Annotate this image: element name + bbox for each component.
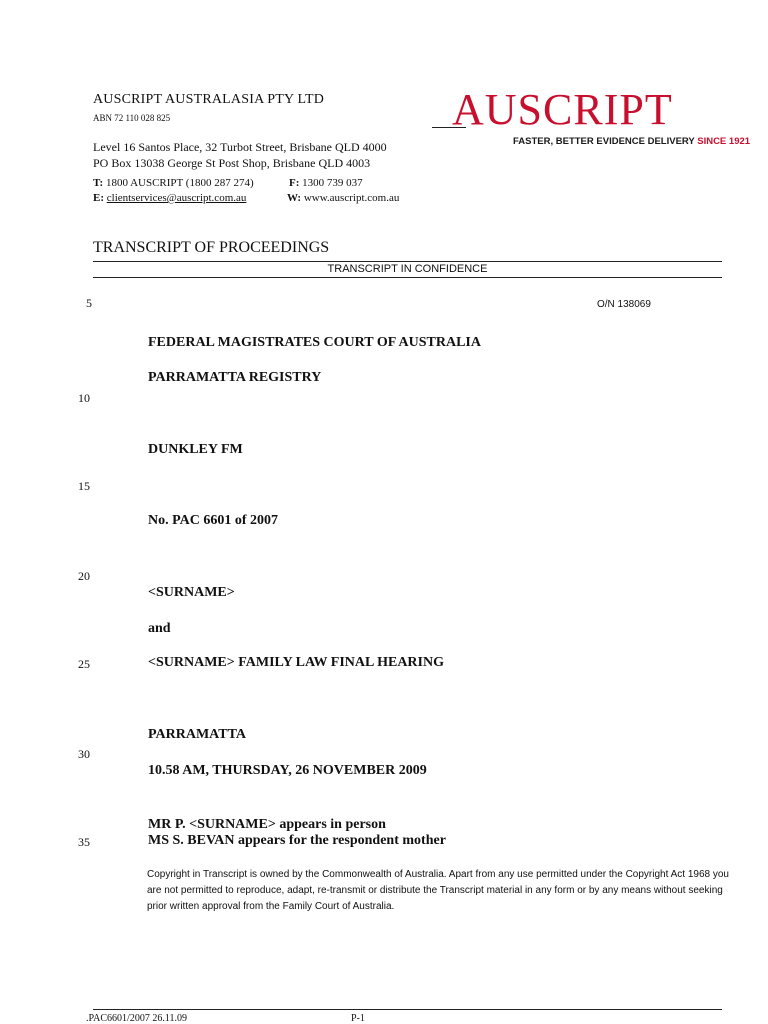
party-2-hearing: <SURNAME> FAMILY LAW FINAL HEARING [148, 655, 444, 670]
phone-label: T: [93, 177, 104, 189]
tagline-text: FASTER, BETTER EVIDENCE DELIVERY [513, 136, 695, 147]
registry: PARRAMATTA REGISTRY [148, 370, 322, 385]
fax-row [289, 177, 363, 189]
logo-tagline [513, 136, 750, 147]
web-label: W: [287, 192, 302, 204]
auscript-logo: AUSCRIPT [452, 85, 673, 134]
location: PARRAMATTA [148, 727, 246, 742]
confidence-notice: TRANSCRIPT IN CONFIDENCE [327, 263, 488, 275]
case-number: No. PAC 6601 of 2007 [148, 513, 279, 528]
line-number: 25 [78, 657, 90, 671]
document-title: TRANSCRIPT OF PROCEEDINGS [93, 239, 330, 256]
appearance-2: MS S. BEVAN appears for the respondent mother [148, 833, 446, 848]
line-number: 5 [86, 296, 92, 310]
email-link[interactable]: clientservices@auscript.com.au [106, 192, 247, 204]
line-number: 10 [78, 391, 90, 405]
web-row [287, 192, 399, 204]
court-name: FEDERAL MAGISTRATES COURT OF AUSTRALIA [148, 335, 481, 350]
appearance-1: MR P. <SURNAME> appears in person [148, 817, 386, 832]
line-number: 30 [78, 747, 90, 761]
and-text: and [148, 621, 171, 636]
page-number: P-1 [351, 1013, 365, 1024]
footer-rule [93, 1009, 722, 1010]
order-number: O/N 138069 [597, 299, 651, 310]
company-name: AUSCRIPT AUSTRALASIA PTY LTD [93, 92, 325, 107]
line-number: 20 [78, 569, 90, 583]
fax-label: F: [289, 177, 300, 189]
copyright-notice: Copyright in Transcript is owned by the Commonwealth of Australia. Apart from any use permitted under the Copyright Act 1968 you are not permitted to reproduce, adapt, re-transmit or distribute the Transcript material in any form or by any means without seeking prior written approval from the Family Court of Australia. [147, 869, 729, 912]
web-link[interactable]: www.auscript.com.au [303, 192, 400, 204]
tagline-since: SINCE 1921 [697, 136, 751, 147]
address-line-2: PO Box 13038 George St Post Shop, Brisbane QLD 4003 [93, 156, 371, 170]
email-label: E: [93, 192, 104, 204]
hearing-datetime: 10.58 AM, THURSDAY, 26 NOVEMBER 2009 [148, 763, 427, 778]
footer-reference: .PAC6601/2007 26.11.09 [86, 1013, 187, 1024]
judge: DUNKLEY FM [148, 442, 243, 457]
email-row [93, 192, 246, 204]
party-1: <SURNAME> [148, 585, 235, 600]
confidence-rule [93, 277, 722, 278]
abn: ABN 72 110 028 825 [93, 113, 171, 123]
phone-number: 1800 AUSCRIPT (1800 287 274) [105, 177, 254, 189]
address-line-1: Level 16 Santos Place, 32 Turbot Street, Brisbane QLD 4000 [93, 140, 387, 154]
line-number: 15 [78, 479, 90, 493]
title-rule [93, 261, 722, 262]
fax-number: 1300 739 037 [302, 177, 363, 189]
line-number: 35 [78, 835, 90, 849]
phone-row [93, 177, 254, 189]
